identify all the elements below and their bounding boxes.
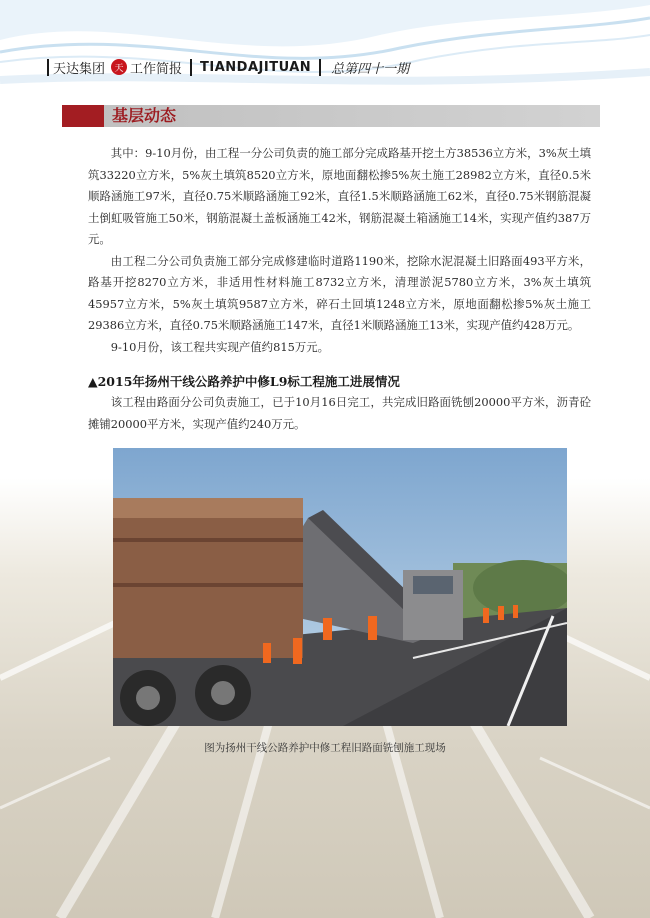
header-divider	[47, 59, 49, 76]
article-body-2	[88, 392, 591, 435]
photo-caption: 图为扬州干线公路养护中修工程旧路面铣刨施工现场	[204, 742, 446, 754]
article-body-1	[88, 143, 591, 358]
header-divider	[319, 59, 321, 76]
paragraph: 由工程二分公司负责施工部分完成修建临时道路1190米，挖除水泥混凝土旧路面493平方米，路基开挖8270立方米，非适用性材料施工8732立方米，清理淤泥5780立方米，3%灰土填筑45957立方米，5%灰土填筑9587立方米，碎石土回填1248立方米，原地面翻松掺5%灰土施工29386立方米，直径0.75米顺路涵施工147米，直径1米顺路涵施工13米，实现产值约428万元。	[88, 253, 591, 332]
paragraph: 其中：9-10月份，由工程一分公司负责的施工部分完成路基开挖土方38536立方米，3%灰土填筑33220立方米，5%灰土填筑8520立方米，原地面翻松掺5%灰土施工28982立方米，直径0.5米顺路涵施工97米，直径0.75米顺路涵施工92米，直径1.5米顺路涵施工62米，直径0.75米钢筋混凝土倒虹吸管施工50米，钢筋混凝土盖板涵施工42米，钢筋混凝土箱涵施工14米，实现产值约387万元。	[88, 146, 591, 246]
company-name: 天达集团	[53, 61, 106, 77]
paragraph: 该工程由路面分公司负责施工，已于10月16日完工，共完成旧路面铣刨20000平方米，沥青砼摊铺20000平方米，实现产值约240万元。	[88, 395, 591, 431]
bulletin-name: 工作简报	[130, 61, 183, 77]
company-logo-icon: 天	[111, 59, 127, 75]
section-accent-block	[62, 105, 104, 127]
section-title: 基层动态	[112, 106, 177, 125]
company-name-en: TIANDAJITUAN	[200, 59, 312, 75]
sub-heading: ▲2015年扬州干线公路养护中修L9标工程施工进展情况	[88, 374, 400, 389]
paragraph: 9-10月份，该工程共实现产值约815万元。	[110, 339, 329, 354]
page-header	[47, 57, 409, 77]
road-milling-photo	[113, 448, 567, 726]
header-divider	[190, 59, 192, 76]
section-title-bar	[62, 105, 600, 127]
issue-number: 总第四十一期	[331, 61, 410, 77]
header-wave-decoration	[0, 0, 650, 95]
